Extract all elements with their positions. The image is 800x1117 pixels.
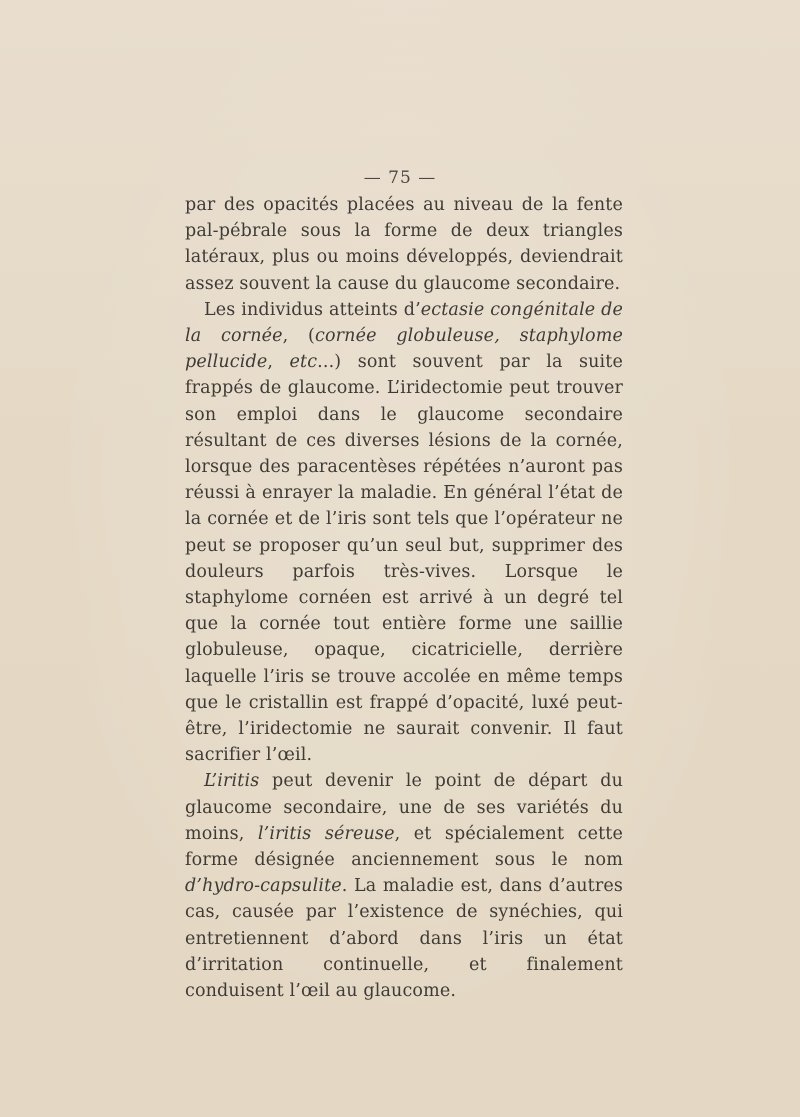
italic-run: d’hydro-capsulite — [185, 876, 342, 897]
text-run: peut devenir le point de départ du glaucome secondaire, une de ses variétés du moins, — [185, 771, 623, 844]
text-run: ...) sont souvent par la suite frappés de glaucome. L’iridectomie peut trouver son emploi dans le glaucome secondaire résultant de ces diverses lésions de la cornée, lorsque des paracentèses répétées n’auront pas réussi à enrayer la maladie. En général l’état de la cornée et de l’iris sont tels que l’opérateur ne peut se proposer qu’un seul but, supprimer des douleurs parfois très-vives. Lorsque le staphylome cornéen est arrivé à un degré tel que la cornée tout entière forme une saillie globuleuse, opaque, cicatricielle, derrière laquelle l’iris se trouve accolée en même temps que le cristallin est frappé d’opacité, luxé peut-être, l’iridectomie ne saurait convenir. Il faut sacrifier l’œil. — [185, 352, 623, 766]
italic-run: etc — [289, 352, 318, 373]
italic-run: l’iritis séreuse — [257, 823, 395, 844]
text-run: Les individus atteints d’ — [204, 299, 421, 320]
text-run: , — [267, 352, 290, 373]
text-run: , ( — [282, 326, 316, 347]
paragraph-2 — [185, 297, 623, 769]
italic-run: cornée globuleuse, staphylome pellucide — [185, 326, 623, 373]
body-text — [185, 192, 623, 1004]
text-run: , et spécialement cette forme désignée anciennement sous le nom — [185, 823, 623, 871]
text-run: . La maladie est, dans d’autres cas, causée par l’existence de synéchies, qui entretiennent d’abord dans l’iris un état d’irritation continuelle, et finalement conduisent l’œil au glaucome. — [185, 876, 623, 1002]
text-run: par des opacités placées au niveau de la fente pal-pébrale sous la forme de deux triangles latéraux, plus ou moins développés, deviendrait assez souvent la cause du glaucome secondaire. — [185, 195, 623, 294]
italic-run: ectasie congénitale de la cornée — [185, 299, 623, 347]
italic-run: L’iritis — [204, 771, 260, 792]
paragraph-1 — [185, 192, 623, 297]
page-number: — 75 — — [363, 168, 437, 188]
paragraph-3 — [185, 768, 623, 1004]
